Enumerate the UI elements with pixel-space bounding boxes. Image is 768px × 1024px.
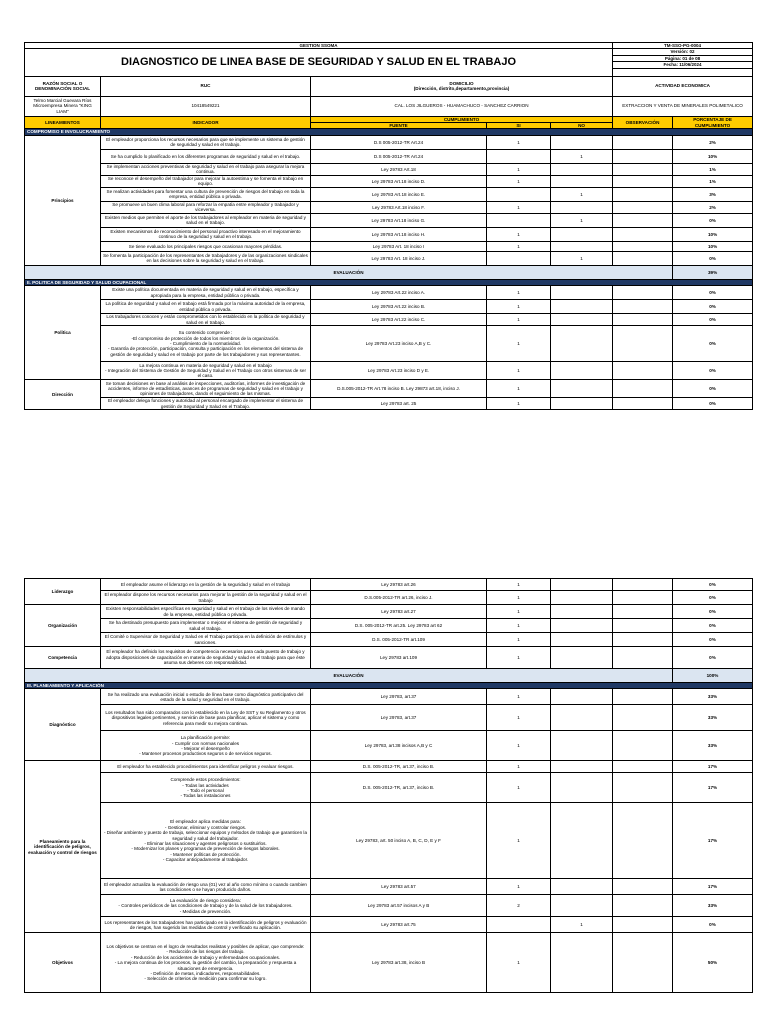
table-row — [25, 201, 753, 213]
col-ruc: RUC — [101, 76, 311, 96]
evaluation-pct: 100% — [673, 669, 753, 683]
table-row — [25, 803, 753, 879]
col-porcentaje: PORCENTAJE DE CUMPLIMIENTO — [673, 116, 753, 129]
observation-cell — [613, 380, 673, 398]
table-row — [25, 731, 753, 761]
si-cell: 1 — [487, 135, 551, 149]
si-cell: 1 — [487, 773, 551, 803]
col-lineamientos: LINEAMIENTOS — [25, 116, 101, 129]
group-label: Dirección — [25, 380, 101, 410]
pct-cell: 33% — [673, 705, 753, 731]
si-cell: 1 — [487, 803, 551, 879]
table-row — [25, 633, 753, 647]
fuente-cell: D.S 005-2012-TR Art.24 — [311, 149, 487, 163]
fuente-cell: D.S.005-2012-TR Art.78 inciso B. Ley 29873 art.18, inciso J. — [311, 380, 487, 398]
fuente-cell: Ley 29783, art.37 — [311, 689, 487, 705]
observation-cell — [613, 879, 673, 895]
observation-cell — [613, 201, 673, 213]
indicator-cell: El empleador dispone los recursos necesarios para mejorar la gestión de la seguridad y salud en el trabajo — [101, 591, 311, 605]
no-cell — [551, 731, 613, 761]
pct-cell: 33% — [673, 731, 753, 761]
no-cell — [551, 163, 613, 175]
no-cell — [551, 761, 613, 773]
indicator-cell: Los trabajadores conocen y están comprometidos con lo establecido en la política de seguridad y salud en el trabajo. — [101, 314, 311, 326]
indicator-cell: Comprende estos procedimientos: - Todas las actividades - Todo el personal - Todas las instalaciones — [101, 773, 311, 803]
si-cell: 1 — [487, 286, 551, 300]
col-razon: RAZÓN SOCIAL O DENOMINACIÓN SOCIAL — [25, 76, 101, 96]
si-cell: 1 — [487, 591, 551, 605]
indicator-cell: Se fomenta la participación de los representantes de trabajadores y de las organizaciones sindicales en las decisiones sobre la seguridad y salud en el trabajo. — [101, 251, 311, 265]
observation-cell — [613, 213, 673, 227]
fuente-cell: Ley 29783 Art.18 inciso E. — [311, 187, 487, 201]
table-row — [25, 380, 753, 398]
fuente-cell: Ley 29783 Art.22 inciso C. — [311, 314, 487, 326]
pct-cell: 2% — [673, 201, 753, 213]
observation-cell — [613, 619, 673, 633]
observation-cell — [613, 163, 673, 175]
table-row — [25, 227, 753, 241]
observation-cell — [613, 705, 673, 731]
indicator-cell: El empleador ha definido los requisitos de competencia necesarios para cada puesto de trabajo y adopta disposiciones de capacitación en materia de seguridad y salud en el trabajo para que éste asuma sus deberes con responsabilidad. — [101, 647, 311, 669]
no-cell — [551, 647, 613, 669]
no-cell: 1 — [551, 149, 613, 163]
indicator-cell: La mejora continua en materia de seguridad y salud en el trabajo - Integración del Sistema de Gestión de Seguridad y Salud en el Trabajo con otros sistemas de ser el caso. — [101, 362, 311, 380]
no-cell — [551, 689, 613, 705]
indicator-cell: Se tiene evaluado los principales riesgos que ocasionan mayores pérdidas. — [101, 241, 311, 251]
group-label: Principios — [25, 135, 101, 265]
fuente-cell: Ley 29783 Art. 18 inciso J. — [311, 251, 487, 265]
no-cell — [551, 326, 613, 362]
observation-cell — [613, 251, 673, 265]
table-row — [25, 135, 753, 149]
indicator-cell: Su contenido comprende : -El compromiso de protección de todos los miembros de la organización. - Cumplimiento de la normatividad. - Garantía de protección, participación, consulta y participación en los elementos del sistema de gestión de seguridad y salud en el trabajo por parte de los trabajadores y sus representantes. — [101, 326, 311, 362]
si-cell: 1 — [487, 761, 551, 773]
pct-cell: 0% — [673, 213, 753, 227]
pct-cell: 0% — [673, 251, 753, 265]
domicilio-value: CAL. LOS JILGUEROS - HUAMACHUCO - SANCHEZ CARRION — [311, 96, 613, 116]
pct-cell: 0% — [673, 619, 753, 633]
si-cell: 1 — [487, 605, 551, 619]
doc-page: Página: 01 de 08 — [613, 55, 753, 61]
fuente-cell: D.S. 005-2012-TR art.25. Ley 29783 art 62 — [311, 619, 487, 633]
si-cell: 1 — [487, 362, 551, 380]
section-header: COMPROMISO E INVOLUCRAMIENTO — [25, 129, 753, 135]
observation-cell — [613, 227, 673, 241]
no-cell — [551, 398, 613, 410]
si-cell: 1 — [487, 201, 551, 213]
fuente-cell: Ley 29783 Art. 18 inciso I — [311, 241, 487, 251]
pct-cell: 17% — [673, 803, 753, 879]
no-cell: 1 — [551, 917, 613, 933]
no-cell — [551, 579, 613, 591]
observation-cell — [613, 149, 673, 163]
no-cell — [551, 633, 613, 647]
no-cell — [551, 241, 613, 251]
si-cell: 1 — [487, 300, 551, 314]
observation-cell — [613, 187, 673, 201]
col-indicador: INDICADOR — [101, 116, 311, 129]
pct-cell: 3% — [673, 187, 753, 201]
indicator-cell: Se toman decisiones en base al análisis de inspecciones, auditorías, informes de investigación de accidentes, informe de estadísticas, avances de programas de seguridad y salud en el trabajo y opiniones de trabajadores, dando el seguimiento de las mismas. — [101, 380, 311, 398]
razon-value: Telmo Marcial Guevara Ríos Microempresa Minera "KING LIAM" — [25, 96, 101, 116]
no-cell — [551, 227, 613, 241]
table-row — [25, 187, 753, 201]
pct-cell: 10% — [673, 241, 753, 251]
indicator-cell: El empleador actualiza la evaluación de riesgo una (01) vez al año como mínimo o cuando cambien las condiciones o se hayan producido daños. — [101, 879, 311, 895]
observation-cell — [613, 286, 673, 300]
no-cell — [551, 362, 613, 380]
indicator-cell: Existen mecanismos de reconocimiento del personal proactivo interesado en el mejoramiento continuo de la seguridad y salud en el trabajo. — [101, 227, 311, 241]
indicator-cell: La planificación permite: - Cumplir con normas nacionales - Mejorar el desempeño - Mantener procesos productivos seguros o de servicios seguros. — [101, 731, 311, 761]
si-cell: 1 — [487, 619, 551, 633]
fuente-cell: Ley 29783 art.75 — [311, 917, 487, 933]
pct-cell: 17% — [673, 773, 753, 803]
col-domicilio: DOMICILIO (Dirección, distrito,departamento,provincia) — [311, 76, 613, 96]
evaluation-label: EVALUACIÓN — [25, 669, 673, 683]
fuente-cell: Ley 29783 Art.18 inciso D. — [311, 175, 487, 187]
indicator-cell: Se reconoce el desempeño del trabajador para mejorar la autoestima y se fomenta el trabajo en equipo. — [101, 175, 311, 187]
observation-cell — [613, 895, 673, 917]
no-cell — [551, 591, 613, 605]
evaluation-pct: 39% — [673, 265, 753, 279]
indicator-cell: El empleador ha establecido procedimientos para identificar peligros y evaluar riesgos. — [101, 761, 311, 773]
col-no: NO — [551, 123, 613, 129]
si-cell: 1 — [487, 579, 551, 591]
fuente-cell: Ley 29783 art.109 — [311, 647, 487, 669]
no-cell — [551, 773, 613, 803]
table-row — [25, 362, 753, 380]
no-cell: 1 — [551, 187, 613, 201]
col-si: SI — [487, 123, 551, 129]
table-row — [25, 149, 753, 163]
pct-cell: 33% — [673, 895, 753, 917]
indicator-cell: La política de seguridad y salud en el trabajo está firmada por la máxima autoridad de la empresa, entidad pública o privada. — [101, 300, 311, 314]
fuente-cell: Ley 29783 Art.18 — [311, 163, 487, 175]
col-fuente: FUENTE — [311, 123, 487, 129]
indicator-cell: Existen responsabilidades específicas en seguridad y salud en el trabajo de los niveles de mando de la empresa, entidad pública o privada. — [101, 605, 311, 619]
pct-cell: 17% — [673, 761, 753, 773]
page-title: DIAGNOSTICO DE LINEA BASE DE SEGURIDAD Y SALUD EN EL TRABAJO — [25, 49, 613, 76]
fuente-cell: Ley 29783, art. 50 inciso A, B, C, D, E y F — [311, 803, 487, 879]
table-row — [25, 895, 753, 917]
fuente-cell: Ley 29783 Art.22 inciso A. — [311, 286, 487, 300]
group-label: Planeamiento para la identificación de peligros, evaluación y control de riesgos — [25, 761, 101, 933]
no-cell — [551, 605, 613, 619]
table-row — [25, 917, 753, 933]
pct-cell: 17% — [673, 879, 753, 895]
fuente-cell: D.S. 005-2012-TR art.109 — [311, 633, 487, 647]
si-cell: 1 — [487, 326, 551, 362]
no-cell — [551, 879, 613, 895]
pct-cell: 0% — [673, 579, 753, 591]
indicator-cell: Los objetivos se centran en el logro de resultados realistas y posibles de aplicar, que comprende: - Reducción de los riesgos del trabajo. - Reducción de los accidentes de trabajo y enfermedades ocupacionales. - La mejora continua de los procesos, la gestión del cambio, la preparación y respuesta a situaciones de emergencia. - Definición de metas, indicadores, responsabilidades. - Selección de criterios de medición para confirmar su logro. — [101, 933, 311, 993]
indicator-cell: La evaluación de riesgo considera: - Controles periódicos de las condiciones de trabajo y de la salud de los trabajadores. - Medidas de prevención. — [101, 895, 311, 917]
table-row — [25, 591, 753, 605]
si-cell: 1 — [487, 163, 551, 175]
observation-cell — [613, 605, 673, 619]
indicator-cell: Existe una política documentada en materia de seguridad y salud en el trabajo, específica y apropiada para la empresa, entidad pública o privada. — [101, 286, 311, 300]
no-cell — [551, 314, 613, 326]
indicator-cell: El empleador proporciona los recursos necesarios para que se implemente un sistema de gestión de seguridad y salud en el trabajo. — [101, 135, 311, 149]
observation-cell — [613, 689, 673, 705]
table-row — [25, 773, 753, 803]
table-row — [25, 933, 753, 993]
fuente-cell: D.S. 005-2012-TR, art.37, inciso B. — [311, 773, 487, 803]
pct-cell: 0% — [673, 286, 753, 300]
observation-cell — [613, 300, 673, 314]
group-label: Organización — [25, 605, 101, 647]
group-label: Diagnóstico — [25, 689, 101, 761]
no-cell — [551, 300, 613, 314]
indicator-cell: Los representantes de los trabajadores han participado en la identificación de peligros y evaluación de riesgos, han sugerido las medidas de control y verificado su aplicación. — [101, 917, 311, 933]
observation-cell — [613, 761, 673, 773]
fuente-cell: Ley 29783 Art.18 inciso H. — [311, 227, 487, 241]
indicator-cell: Existen medios que permiten el aporte de los trabajadores al empleador en materia de seguridad y salud en el trabajo. — [101, 213, 311, 227]
indicator-cell: El empleador aplica medidas para: - Gestionar, eliminar y controlar riesgos. - Diseñar ambiente y puesto de trabajo, seleccionar equipos y métodos de trabajo que garanticen la seguridad y salud del trabajador. - Eliminar las situaciones y agentes peligrosos o sustituirlos. - Modernizar los planes y programas de prevención de riesgos laborales. - Mantener políticas de protección. - Capacitar anticipadamente al trabajador. — [101, 803, 311, 879]
page1-table — [24, 42, 753, 410]
doc-date: Fecha: 11/06/2024 — [613, 62, 753, 68]
no-cell — [551, 619, 613, 633]
fuente-cell: D.S. 005-2012-TR, art.37, inciso B. — [311, 761, 487, 773]
si-cell: 1 — [487, 933, 551, 993]
si-cell — [487, 149, 551, 163]
si-cell: 2 — [487, 895, 551, 917]
si-cell — [487, 251, 551, 265]
fuente-cell: Ley 29783 art.27 — [311, 605, 487, 619]
table-row — [25, 213, 753, 227]
observation-cell — [613, 591, 673, 605]
si-cell: 1 — [487, 705, 551, 731]
observation-cell — [613, 773, 673, 803]
pct-cell: 0% — [673, 647, 753, 669]
page2-table — [24, 578, 753, 993]
pct-cell: 0% — [673, 917, 753, 933]
no-cell — [551, 380, 613, 398]
si-cell — [487, 917, 551, 933]
group-label: Competencia — [25, 647, 101, 669]
table-row — [25, 314, 753, 326]
indicator-cell: Se ha destinado presupuesto para implementar o mejorar el sistema de gestión de seguridad y salud el trabajo. — [101, 619, 311, 633]
no-cell — [551, 895, 613, 917]
system-name: GESTION SSOMA — [25, 43, 613, 49]
table-row — [25, 761, 753, 773]
si-cell: 1 — [487, 879, 551, 895]
indicator-cell: El empleador asume el liderazgo en la gestión de la seguridad y salud en el trabajo — [101, 579, 311, 591]
si-cell: 1 — [487, 314, 551, 326]
pct-cell: 0% — [673, 633, 753, 647]
si-cell: 1 — [487, 380, 551, 398]
fuente-cell: Ley 29783 art.26 — [311, 579, 487, 591]
observation-cell — [613, 326, 673, 362]
si-cell: 1 — [487, 633, 551, 647]
pct-cell: 1% — [673, 163, 753, 175]
pct-cell: 2% — [673, 135, 753, 149]
fuente-cell: Ley 29783 Art.22 inciso B. — [311, 300, 487, 314]
no-cell — [551, 135, 613, 149]
observation-cell — [613, 633, 673, 647]
si-cell: 1 — [487, 227, 551, 241]
no-cell: 1 — [551, 213, 613, 227]
pct-cell: 0% — [673, 380, 753, 398]
si-cell: 1 — [487, 689, 551, 705]
observation-cell — [613, 398, 673, 410]
si-cell: 1 — [487, 241, 551, 251]
pct-cell: 10% — [673, 227, 753, 241]
table-row — [25, 689, 753, 705]
pct-cell: 1% — [673, 175, 753, 187]
pct-cell: 33% — [673, 689, 753, 705]
indicator-cell: Se promueve un buen clima laboral para reforzar la empatía entre empleador y trabajador y viceversa. — [101, 201, 311, 213]
table-row — [25, 619, 753, 633]
group-label: Liderazgo — [25, 579, 101, 605]
no-cell: 1 — [551, 251, 613, 265]
si-cell: 1 — [487, 175, 551, 187]
no-cell — [551, 705, 613, 731]
indicator-cell: Los resultados han sido comparados con lo establecido en la Ley de SST y su Reglamento y otros dispositivos legales pertinentes, y servirán de base para planificar, aplicar el sistema y como referencia para medir su mejora continua. — [101, 705, 311, 731]
pct-cell: 10% — [673, 149, 753, 163]
table-row — [25, 241, 753, 251]
si-cell: 1 — [487, 647, 551, 669]
observation-cell — [613, 579, 673, 591]
indicator-cell: Se implementan acciones preventivas de seguridad y salud en el trabajo para asegurar la mejora continua. — [101, 163, 311, 175]
pct-cell: 0% — [673, 605, 753, 619]
indicator-cell: El Comité o Supervisor de Seguridad y Salud en el Trabajo participa en la definición de estímulos y sanciones. — [101, 633, 311, 647]
indicator-cell: Se ha realizado una evaluación inicial o estudio de línea base como diagnóstico participativo del estado de la salud y seguridad en el trabajo. — [101, 689, 311, 705]
fuente-cell: Ley 29783 art.57 — [311, 879, 487, 895]
section-header: II. POLITICA DE SEGURIDAD Y SALUD OCUPACIONAL — [25, 279, 753, 285]
table-row — [25, 879, 753, 895]
fuente-cell: Ley 29783 art.57 incisos A y B — [311, 895, 487, 917]
observation-cell — [613, 647, 673, 669]
no-cell — [551, 803, 613, 879]
pct-cell: 0% — [673, 398, 753, 410]
si-cell — [487, 187, 551, 201]
table-row — [25, 705, 753, 731]
observation-cell — [613, 933, 673, 993]
doc-code: TM-SSO-PG-0004 — [613, 43, 753, 49]
table-row — [25, 579, 753, 591]
fuente-cell: Ley 29783, art.37 — [311, 705, 487, 731]
table-row — [25, 163, 753, 175]
no-cell — [551, 201, 613, 213]
fuente-cell: Ley 29783 art.38, inciso B — [311, 933, 487, 993]
pct-cell: 50% — [673, 933, 753, 993]
pct-cell: 0% — [673, 300, 753, 314]
col-cumplimiento: CUMPLIMIENTO — [311, 116, 613, 122]
table-row — [25, 286, 753, 300]
observation-cell — [613, 362, 673, 380]
fuente-cell: D.S.005-2012-TR art.26, inciso J. — [311, 591, 487, 605]
si-cell: 1 — [487, 398, 551, 410]
fuente-cell: Ley 29783 art. 25 — [311, 398, 487, 410]
si-cell: 1 — [487, 731, 551, 761]
fuente-cell: Ley 29783 Art.18 inciso F. — [311, 201, 487, 213]
table-row — [25, 251, 753, 265]
no-cell — [551, 286, 613, 300]
table-row — [25, 647, 753, 669]
indicator-cell: Se ha cumplido lo planificado en los diferentes programas de seguridad y salud en el trabajo. — [101, 149, 311, 163]
col-observacion: OBSERVACIÓN — [613, 116, 673, 129]
table-row — [25, 605, 753, 619]
group-label: Politica — [25, 286, 101, 380]
pct-cell: 0% — [673, 591, 753, 605]
pct-cell: 0% — [673, 362, 753, 380]
pct-cell: 0% — [673, 314, 753, 326]
table-row — [25, 398, 753, 410]
fuente-cell: Ley 29783 Art.23 inciso A,B y C. — [311, 326, 487, 362]
fuente-cell: Ley 29783 Art.23 inciso D y E. — [311, 362, 487, 380]
observation-cell — [613, 917, 673, 933]
col-actividad: ACTIVIDAD ECONOMICA — [613, 76, 753, 96]
observation-cell — [613, 175, 673, 187]
indicator-cell: Se realizan actividades para fomentar una cultura de prevención de riesgos del trabajo en toda la empresa, entidad pública o privada. — [101, 187, 311, 201]
si-cell — [487, 213, 551, 227]
ruc-value: 10418549221 — [101, 96, 311, 116]
observation-cell — [613, 731, 673, 761]
observation-cell — [613, 135, 673, 149]
observation-cell — [613, 314, 673, 326]
observation-cell — [613, 803, 673, 879]
evaluation-label: EVALUACIÓN — [25, 265, 673, 279]
no-cell — [551, 933, 613, 993]
table-row — [25, 326, 753, 362]
fuente-cell: Ley 29783 Art.18 inciso G. — [311, 213, 487, 227]
indicator-cell: El empleador delega funciones y autoridad al personal encargado de implementar el sistema de gestión de Seguridad y Salud en el Trabajo. — [101, 398, 311, 410]
observation-cell — [613, 241, 673, 251]
no-cell — [551, 175, 613, 187]
pct-cell: 0% — [673, 326, 753, 362]
actividad-value: EXTRACCION Y VENTA DE MINERALES POLIMETALICO — [613, 96, 753, 116]
fuente-cell: Ley 29783, art.38 incisos A,B y C — [311, 731, 487, 761]
doc-version: Versión: 02 — [613, 49, 753, 55]
fuente-cell: D.S 005-2012-TR Art.24 — [311, 135, 487, 149]
table-row — [25, 300, 753, 314]
group-label: Objetivos — [25, 933, 101, 993]
section-header: III. PLANEAMIENTO Y APLICACIÓN — [25, 683, 753, 689]
table-row — [25, 175, 753, 187]
